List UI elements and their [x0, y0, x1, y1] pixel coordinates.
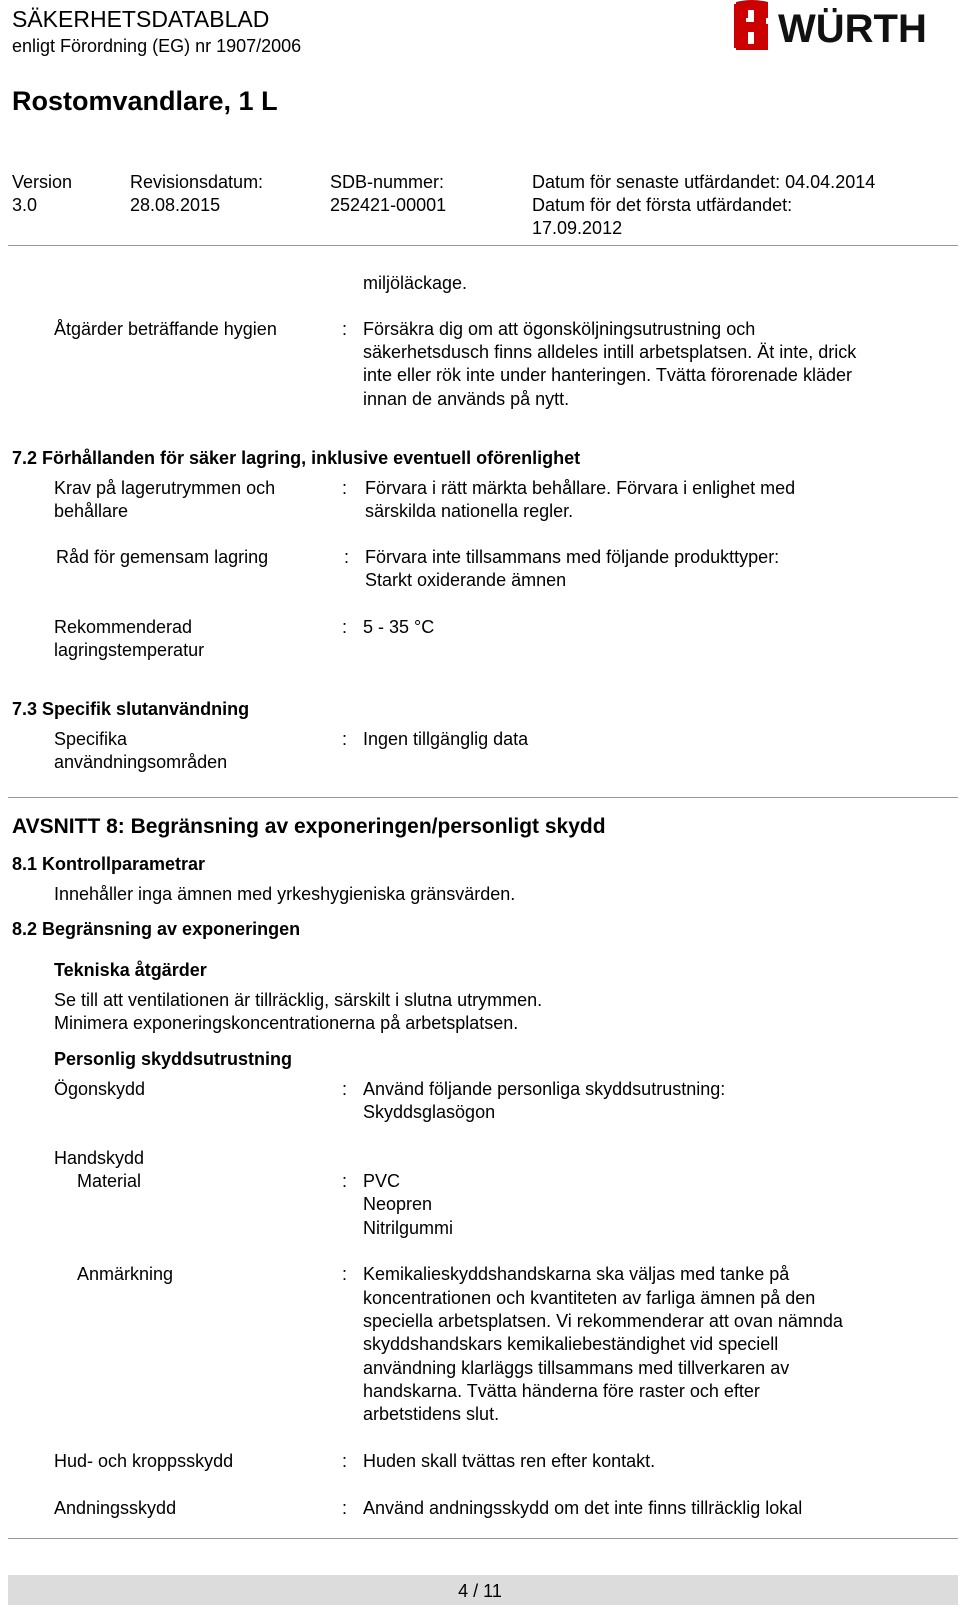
continued-text: miljöläckage.	[363, 273, 468, 293]
subsection-7-3-heading: 7.3 Specifik slutanvändning	[12, 699, 250, 719]
remark-line: koncentrationen och kvantiteten av farliga ämnen på den	[363, 1288, 816, 1308]
hygiene-line: innan de används på nytt.	[363, 389, 570, 409]
glove-material-item: Nitrilgummi	[363, 1218, 453, 1238]
sdb-number-label: SDB-nummer:	[330, 172, 445, 192]
eye-protection-label: Ögonskydd	[54, 1079, 146, 1099]
remark-line: skyddshandskars kemikaliebeständighet vid speciell	[363, 1334, 779, 1354]
ppe-heading: Personlig skyddsutrustning	[54, 1049, 293, 1069]
storage-req-line: Förvara i rätt märkta behållare. Förvara i enlighet med	[365, 478, 796, 498]
remark-line: Kemikalieskyddshandskarna ska väljas med tanke på	[363, 1264, 790, 1284]
remark-label: Anmärkning	[77, 1264, 174, 1284]
document-title: SÄKERHETSDATABLAD	[12, 6, 270, 32]
eye-protection-line: Skyddsglasögon	[363, 1102, 496, 1122]
common-storage-line: Förvara inte tillsammans med följande produkttyper:	[365, 547, 780, 567]
glove-material-item: PVC	[363, 1171, 401, 1191]
colon: :	[342, 617, 348, 637]
control-params-text: Innehåller inga ämnen med yrkeshygieniska gränsvärden.	[54, 884, 516, 904]
technical-measures-line: Se till att ventilationen är tillräcklig, särskilt i slutna utrymmen.	[54, 990, 543, 1010]
storage-req-line: särskilda nationella regler.	[365, 501, 574, 521]
storage-temp-value: 5 - 35 °C	[363, 617, 435, 637]
technical-measures-line: Minimera exponeringskoncentrationerna på arbetsplatsen.	[54, 1013, 519, 1033]
colon: :	[342, 1451, 348, 1471]
subsection-8-2-heading: 8.2 Begränsning av exponeringen	[12, 919, 301, 939]
storage-req-label: behållare	[54, 501, 129, 521]
specific-uses-label: Specifika	[54, 729, 128, 749]
colon: :	[342, 478, 348, 498]
remark-line: speciella arbetsplatsen. Vi rekommenderar att ovan nämnda	[363, 1311, 843, 1331]
technical-measures-heading: Tekniska åtgärder	[54, 960, 207, 980]
hygiene-line: inte eller rök inte under hanteringen. Tvätta förorenade kläder	[363, 365, 852, 385]
remark-line: användning klarläggs tillsammans med tillverkaren av	[363, 1358, 790, 1378]
revision-date-label: Revisionsdatum:	[130, 172, 264, 192]
colon: :	[342, 319, 348, 339]
colon: :	[342, 1264, 348, 1284]
glove-material-item: Neopren	[363, 1194, 433, 1214]
hygiene-line: säkerhetsdusch finns alldeles intill arbetsplatsen. Ät inte, drick	[363, 342, 857, 362]
specific-uses-value: Ingen tillgänglig data	[363, 729, 529, 749]
wurth-logo	[732, 0, 957, 52]
storage-temp-label: Rekommenderad	[54, 617, 193, 637]
glove-material-label: Material	[77, 1171, 142, 1191]
version-value: 3.0	[12, 195, 38, 215]
remark-line: arbetstidens slut.	[363, 1404, 500, 1424]
sdb-number-value: 252421-00001	[330, 195, 447, 215]
hygiene-line: Försäkra dig om att ögonsköljningsutrustning och	[363, 319, 756, 339]
latest-issue-date: Datum för senaste utfärdandet: 04.04.2014	[532, 172, 876, 192]
revision-date-value: 28.08.2015	[130, 195, 221, 215]
storage-temp-label: lagringstemperatur	[54, 640, 205, 660]
section-divider	[8, 797, 958, 798]
logo-wordmark: WÜRTH	[778, 7, 927, 51]
version-label: Version	[12, 172, 73, 192]
first-issue-label: Datum för det första utfärdandet:	[532, 195, 793, 215]
header-divider	[8, 245, 958, 246]
colon: :	[344, 547, 350, 567]
subsection-7-2-heading: 7.2 Förhållanden för säker lagring, inklusive eventuell oförenlighet	[12, 448, 581, 468]
footer-divider	[8, 1538, 958, 1539]
common-storage-label: Råd för gemensam lagring	[56, 547, 269, 567]
first-issue-value: 17.09.2012	[532, 218, 623, 238]
hand-protection-label: Handskydd	[54, 1148, 145, 1168]
regulation-subtitle: enligt Förordning (EG) nr 1907/2006	[12, 36, 302, 56]
page-number: 4 / 11	[458, 1581, 502, 1601]
colon: :	[342, 1079, 348, 1099]
respiratory-protection-label: Andningsskydd	[54, 1498, 177, 1518]
remark-line: handskarna. Tvätta händerna före raster och efter	[363, 1381, 760, 1401]
specific-uses-label: användningsområden	[54, 752, 228, 772]
skin-protection-value: Huden skall tvättas ren efter kontakt.	[363, 1451, 656, 1471]
eye-protection-line: Använd följande personliga skyddsutrustning:	[363, 1079, 726, 1099]
skin-protection-label: Hud- och kroppsskydd	[54, 1451, 234, 1471]
subsection-8-1-heading: 8.1 Kontrollparametrar	[12, 854, 206, 874]
hygiene-label: Åtgärder beträffande hygien	[54, 319, 277, 339]
colon: :	[342, 729, 348, 749]
section-8-title: AVSNITT 8: Begränsning av exponeringen/personligt skydd	[12, 815, 606, 838]
colon: :	[342, 1171, 348, 1191]
common-storage-line: Starkt oxiderande ämnen	[365, 570, 567, 590]
product-name: Rostomvandlare, 1 L	[12, 86, 278, 116]
storage-req-label: Krav på lagerutrymmen och	[54, 478, 276, 498]
respiratory-protection-value: Använd andningsskydd om det inte finns tillräcklig lokal	[363, 1498, 803, 1518]
colon: :	[342, 1498, 348, 1518]
